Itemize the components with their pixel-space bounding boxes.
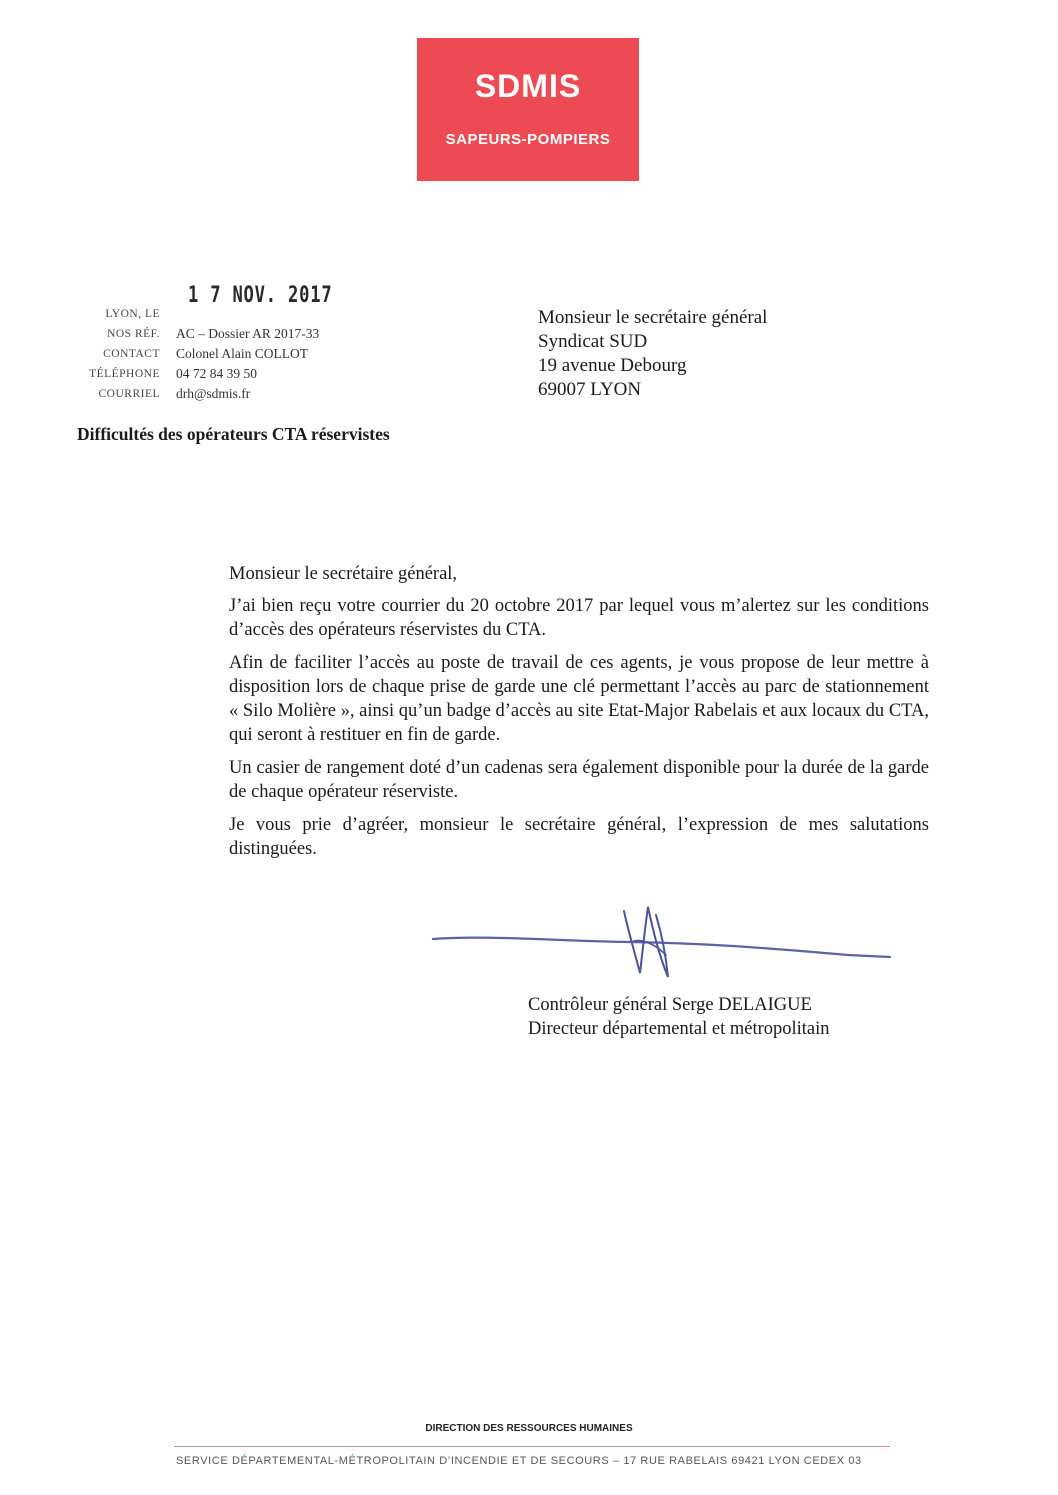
logo-title: SDMIS — [474, 68, 582, 104]
reference-row — [80, 366, 380, 386]
signer-title: Directeur départemental et métropolitain — [528, 1019, 830, 1039]
addressee-organization: Syndicat SUD — [538, 331, 648, 352]
reference-value: Colonel Alain COLLOT — [176, 346, 308, 361]
department-name: DIRECTION DES RESSOURCES HUMAINES — [425, 1423, 633, 1434]
reference-label: NOS RÉF. — [107, 328, 160, 340]
reference-block — [80, 306, 380, 406]
sdmis-logo — [417, 38, 639, 181]
paragraph-text: J’ai bien reçu votre courrier du 20 octobre 2017 par lequel vous m’alertez sur les conditions d’accès des opérateurs réservistes du CTA. — [229, 596, 929, 640]
addressee-block — [538, 306, 767, 402]
footer-address: SERVICE DÉPARTEMENTAL-MÉTROPOLITAIN D’INCENDIE ET DE SECOURS – 17 RUE RABELAIS 69421 LYON CEDEX 03 — [176, 1455, 862, 1467]
paragraph — [229, 813, 929, 861]
signer-block — [528, 993, 830, 1041]
reference-label: CONTACT — [103, 348, 160, 360]
handwritten-signature — [428, 895, 898, 985]
reference-row — [80, 326, 380, 346]
reference-row — [80, 386, 380, 406]
footer-divider — [174, 1446, 890, 1447]
paragraph — [229, 756, 929, 804]
addressee-city: 69007 LYON — [538, 379, 642, 400]
reference-value: 04 72 84 39 50 — [176, 366, 257, 381]
reference-row — [80, 306, 380, 326]
salutation: Monsieur le secrétaire général, — [229, 564, 458, 584]
letter-subject: Difficultés des opérateurs CTA réservistes — [77, 424, 390, 444]
paragraph-text: Un casier de rangement doté d’un cadenas sera également disponible pour la durée de la garde de chaque opérateur réserviste. — [229, 758, 929, 802]
logo-subtitle: SAPEURS-POMPIERS — [445, 131, 611, 148]
reference-row — [80, 346, 380, 366]
reference-label: LYON, LE — [105, 308, 160, 320]
paragraph — [229, 594, 929, 642]
reference-label: TÉLÉPHONE — [89, 368, 160, 380]
paragraph-text: Afin de faciliter l’accès au poste de travail de ces agents, je vous propose de leur mettre à disposition lors de chaque prise de garde une clé permettant l’accès au parc de stationnement « Silo Molière », ainsi qu’un badge d’accès au site Etat-Major Rabelais et aux locaux du CTA, qui seront à restituer en fin de garde. — [229, 653, 929, 745]
date-stamp: 1 7 NOV. 2017 — [188, 283, 333, 308]
reference-value: drh@sdmis.fr — [176, 386, 251, 401]
addressee-street: 19 avenue Debourg — [538, 355, 687, 376]
reference-value: AC – Dossier AR 2017-33 — [176, 326, 320, 341]
paragraph — [229, 651, 929, 747]
letter-body — [229, 562, 929, 870]
signer-name: Contrôleur général Serge DELAIGUE — [528, 995, 812, 1015]
addressee-name: Monsieur le secrétaire général — [538, 307, 768, 328]
reference-label: COURRIEL — [98, 388, 160, 400]
paragraph-text: Je vous prie d’agréer, monsieur le secrétaire général, l’expression de mes salutations distinguées. — [229, 815, 929, 859]
